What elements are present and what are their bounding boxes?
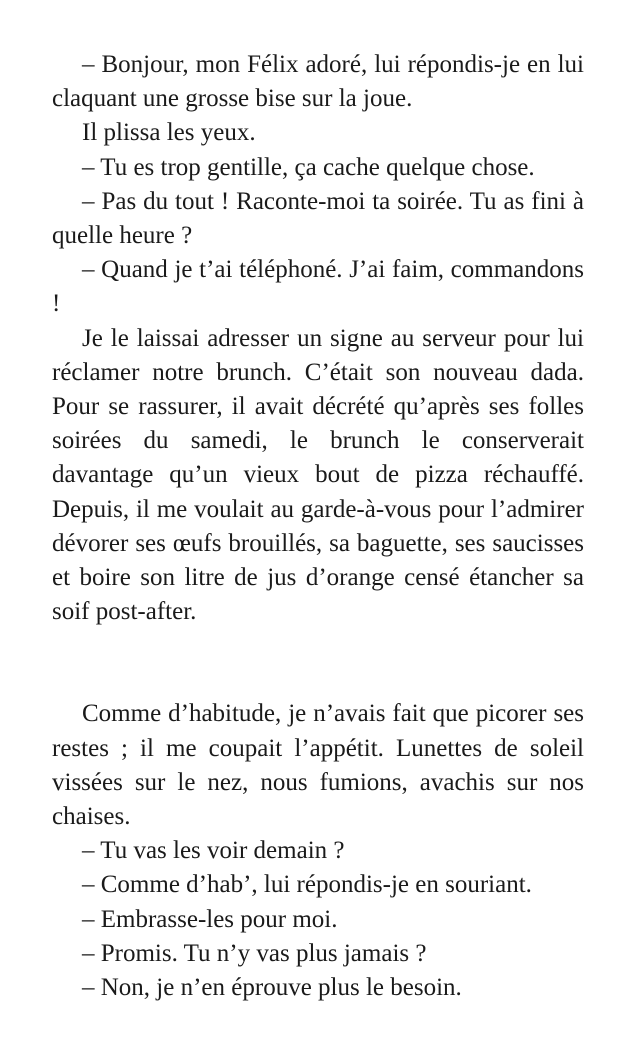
section-break <box>52 629 584 697</box>
dialogue-line: – Tu vas les voir demain ? <box>82 837 345 865</box>
narration-line: Il plissa les yeux. <box>82 119 256 147</box>
dialogue-line: – Tu es trop gentille, ça cache quelque chose. <box>82 153 535 181</box>
narration-paragraph: Comme d’habitude, je n’avais fait que picorer ses restes ; il me coupait l’appétit. Lunettes de soleil vissées sur le nez, nous fumions, avachis sur nos chaises. <box>52 700 584 831</box>
dialogue-line: – Bonjour, mon Félix adoré, lui répondis-je en lui claquant une grosse bise sur la joue. <box>52 51 584 113</box>
text-section-1 <box>52 48 584 629</box>
dialogue-line: – Promis. Tu n’y vas plus jamais ? <box>82 939 427 967</box>
book-page <box>52 48 584 1005</box>
dialogue-line: – Embrasse-les pour moi. <box>82 905 338 933</box>
dialogue-line: – Comme d’hab’, lui répondis-je en souriant. <box>82 871 532 899</box>
dialogue-line: – Non, je n’en éprouve plus le besoin. <box>82 974 462 1002</box>
dialogue-line: – Quand je t’ai téléphoné. J’ai faim, commandons ! <box>52 256 584 318</box>
dialogue-line: – Pas du tout ! Raconte-moi ta soirée. Tu as fini à quelle heure ? <box>52 187 584 250</box>
text-section-2 <box>52 697 584 1005</box>
narration-paragraph: Je le laissai adresser un signe au serveur pour lui réclamer notre brunch. C’était son nouveau dada. Pour se rassurer, il avait décrété qu’après ses folles soirées du samedi, le brunch le conserverait davantage qu’un vieux bout de pizza réchauffé. Depuis, il me voulait au garde-à-vous pour l’admirer dévorer ses œufs brouillés, sa baguette, ses saucisses et boire son litre de jus d’orange censé étancher sa soif post-after. <box>52 324 584 626</box>
